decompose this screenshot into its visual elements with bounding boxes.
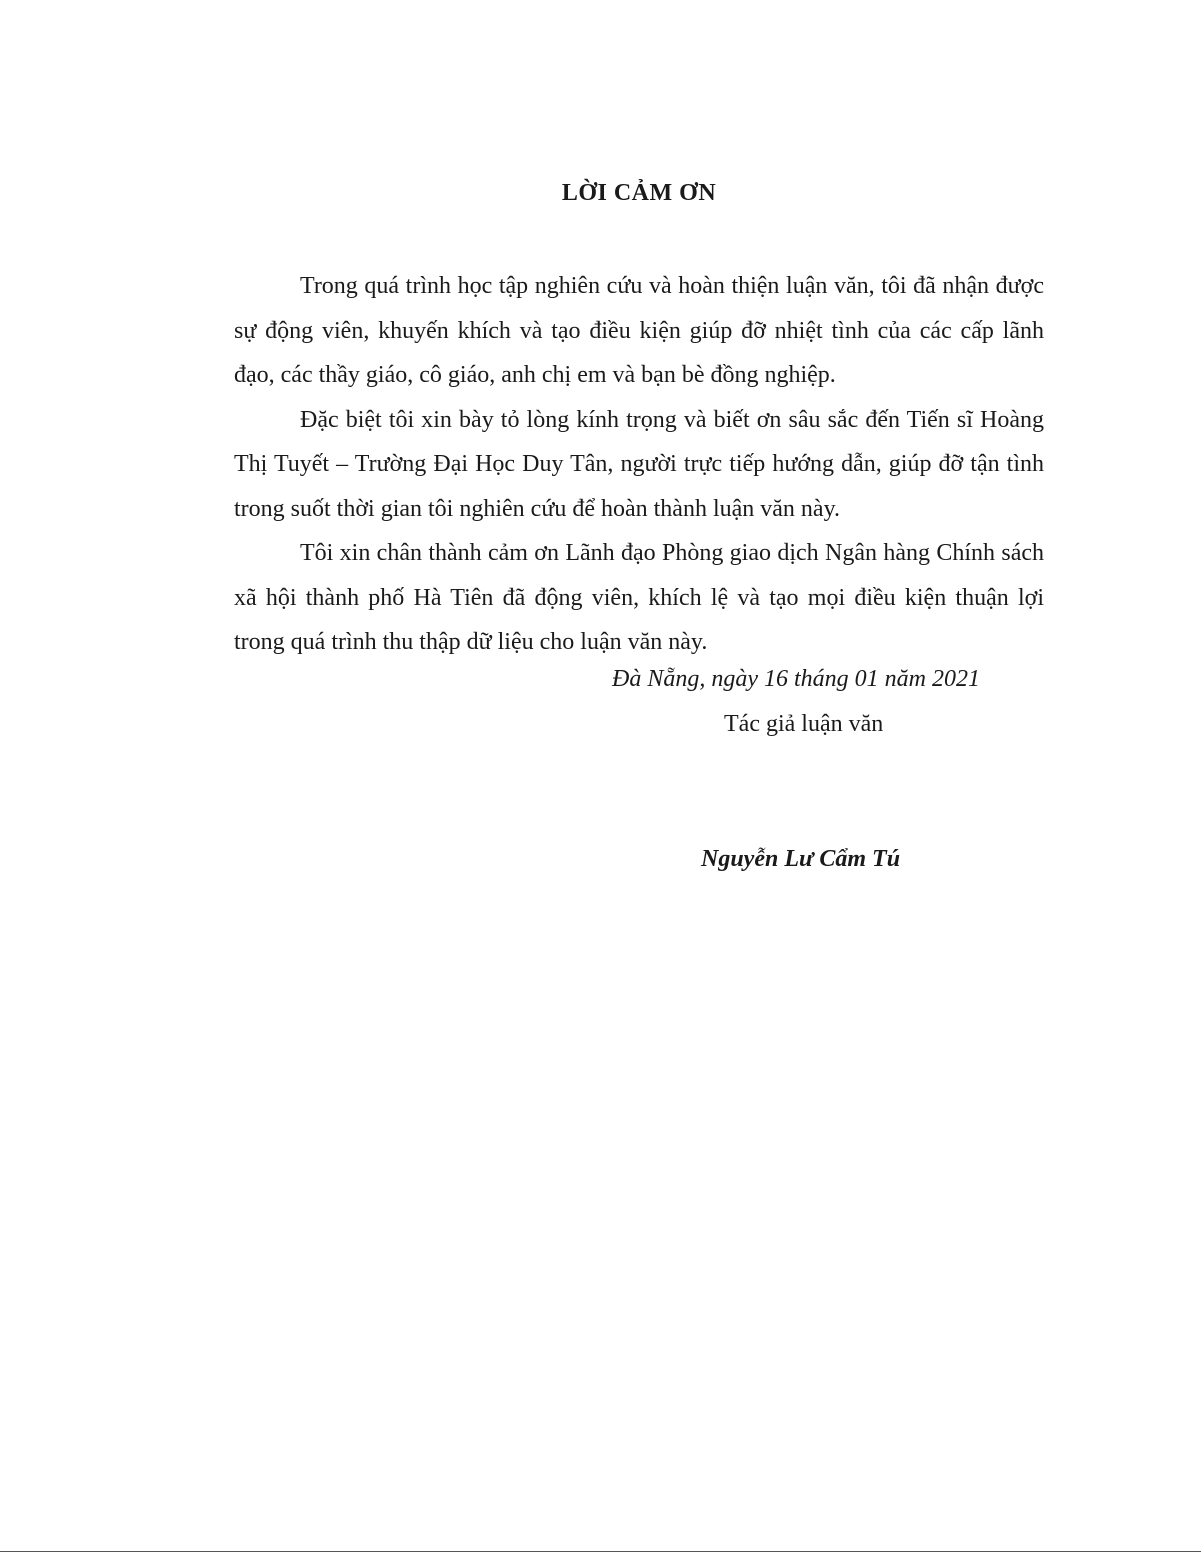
acknowledgement-body: [234, 264, 1044, 665]
page-bottom-divider: [0, 1551, 1201, 1552]
paragraph: Đặc biệt tôi xin bày tỏ lòng kính trọng và biết ơn sâu sắc đến Tiến sĩ Hoàng Thị Tuyết – Trường Đại Học Duy Tân, người trực tiếp hướng dẫn, giúp đỡ tận tình trong suốt thời gian tôi nghiên cứu để hoàn thành luận văn này.: [234, 406, 1044, 522]
paragraph: Tôi xin chân thành cảm ơn Lãnh đạo Phòng giao dịch Ngân hàng Chính sách xã hội thành phố Hà Tiên đã động viên, khích lệ và tạo mọi điều kiện thuận lợi trong quá trình thu thập dữ liệu cho luận văn này.: [234, 540, 1044, 655]
date-place-line: Đà Nẵng, ngày 16 tháng 01 năm 2021: [612, 666, 980, 692]
author-label: Tác giả luận văn: [724, 711, 884, 737]
author-name: Nguyễn Lư Cẩm Tú: [701, 846, 901, 872]
paragraph: Trong quá trình học tập nghiên cứu và hoàn thiện luận văn, tôi đã nhận được sự động viên, khuyến khích và tạo điều kiện giúp đỡ nhiệt tình của các cấp lãnh đạo, các thầy giáo, cô giáo, anh chị em và bạn bè đồng nghiệp.: [234, 273, 1044, 388]
page-title: LỜI CẢM ƠN: [561, 180, 717, 206]
